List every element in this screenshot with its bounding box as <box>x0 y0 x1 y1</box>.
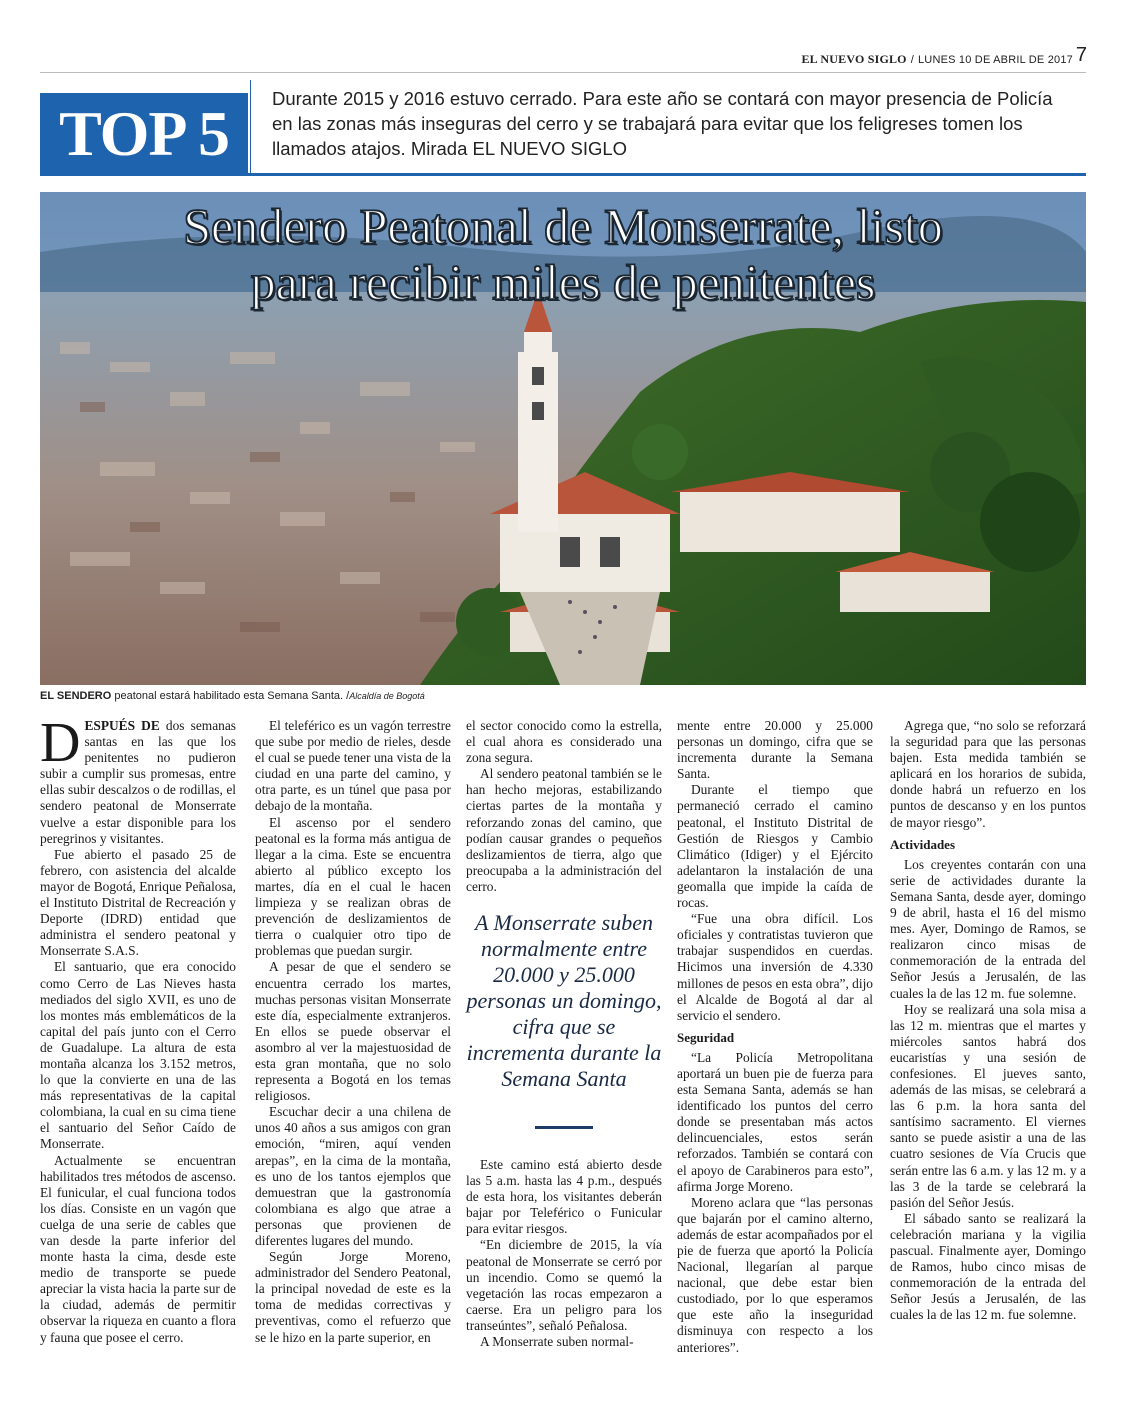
article-column-4 <box>677 718 873 1356</box>
article-paragraph: Al sendero peatonal también se le han hecho mejoras, estabilizando ciertas partes de la montaña y reforzando zonas del camino, que podían causar grandes o pequeños deslizamientos de tierra, algo que preocupaba a la administración del cerro. <box>466 766 662 894</box>
pull-quote-rule <box>535 1126 593 1129</box>
newspaper-name: EL NUEVO SIGLO <box>801 52 907 66</box>
article-paragraph: Según Jorge Moreno, administrador del Sendero Peatonal, la principal novedad de este es la toma de medidas correctivas y preventivas, como el refuerzo que se le hizo en la parte superior, en <box>255 1249 451 1345</box>
article-paragraph: Moreno aclara que “las personas que bajarán por el camino alterno, además de estar acompañados por el pie de fuerza que aportó la Policía Nacional, llegarían al parque nacional, que debe estar bien custodiado, por lo que esperamos que este año la inseguridad disminuya con respecto a los anteriores”. <box>677 1194 873 1355</box>
page-number: 7 <box>1075 44 1087 66</box>
masthead-separator: / <box>910 54 914 66</box>
article-paragraph: “La Policía Metropolitana aportará un buen pie de fuerza para esta Semana Santa, además se han identificado los puntos del cerro donde se presentaban más actos delincuenciales, estos serán reforzados. También se contará con el apoyo de Carabineros para esto”, afirma Jorge Moreno. <box>677 1049 873 1194</box>
article-paragraph: Fue abierto el pasado 25 de febrero, con asistencia del alcalde mayor de Bogotá, Enrique Peñalosa, el Instituto Distrital de Recreación y Deporte (IDRD) entidad que administra el sendero peatonal y Monserrate S.A.S. <box>40 846 236 959</box>
headline-line-2: para recibir miles de penitentes <box>250 254 876 310</box>
issue-date: LUNES 10 DE ABRIL DE 2017 <box>917 54 1073 66</box>
section-badge: TOP 5 <box>40 93 248 175</box>
caption-text: peatonal estará habilitado esta Semana Santa. / <box>111 690 350 702</box>
headline <box>40 198 1086 310</box>
article-paragraph: Los creyentes contarán con una serie de actividades durante la Semana Santa, desde ayer, domingo 9 de abril, hasta el 16 del mismo mes. Ayer, Domingo de Ramos, se realizaron cinco misas de conmemoración de la entrada del Señor Jesús a Jerusalén, de las cuales la de las 12 m. fue solemne. <box>890 856 1086 1001</box>
top-divider <box>40 72 1086 73</box>
article-paragraph: El sábado santo se realizará la celebración mariana y la vigilia pascual. Finalmente ayer, Domingo de Ramos, hubo cinco misas de conmemoración de la entrada del Señor Jesús a Jerusalén, de las cuales la de las 12 m. fue solemne. <box>890 1210 1086 1323</box>
section-divider-vertical <box>250 80 251 173</box>
subheading-seguridad: Seguridad <box>677 1029 735 1045</box>
teaser-text: Durante 2015 y 2016 estuvo cerrado. Para este año se contará con mayor presencia de Policía en las zonas más inseguras del cerro y se trabajará para evitar que los feligreses tomen los llamados atajos. Mirada EL NUEVO SIGLO <box>272 88 1053 159</box>
article-paragraph: Durante el tiempo que permaneció cerrado el camino peatonal, el Instituto Distrital de Gestión de Riesgos y Cambio Climático (Idiger) y el Ejército adelantaron la instalación de una geomalla que impide la caída de rocas. <box>677 782 873 911</box>
article-paragraph: El ascenso por el sendero peatonal es la forma más antigua de llegar a la cima. Este se encuentra abierto al público excepto los martes, día en el cual le hacen limpieza y se realizan obras de prevención de deslizamientos de tierra o cualquier otro tipo de problemas que puedan surgir. <box>255 814 451 959</box>
caption-lead: EL SENDERO <box>40 690 112 702</box>
photo-credit: Alcaldía de Bogotá <box>349 691 425 701</box>
article-paragraph: “Fue una obra difícil. Los oficiales y contratistas tuvieron que trabajar suspendidos en cuerdas. Hicimos una inversión de 4.330 millones de pesos en esta obra”, dijo el Alcalde de Bogotá al dar al servicio el sendero. <box>677 911 873 1023</box>
article-paragraph: Actualmente se encuentran habilitados tres métodos de ascenso. El funicular, el cual funciona todos los días. Consiste en un vagón que cuelga de una serie de cables que van desde la parte inferior del monte hasta la cima, desde este medio de transporte se puede apreciar la vista hacia la parte sur de la ciudad, además de permitir observar la riqueza en cuanto a flora y fauna que posee el cerro. <box>40 1152 236 1345</box>
article-paragraph: Agrega que, “no solo se reforzará la seguridad para que las personas bajen. Esta medida también se aplicará en los horarios de subida, donde habrá un refuerzo en los puntos de descanso y en los puntos de mayor riesgo”. <box>890 718 1086 830</box>
pull-quote: A Monserrate suben normalmente entre 20.000 y 25.000 personas un domingo, cifra que se incrementa durante la Semana Santa <box>466 910 662 1091</box>
article-paragraph: “En diciembre de 2015, la vía peatonal de Monserrate se cerró por un incendio. Como se quemó la vegetación las rocas empezaron a caerse. Era un peligro para los transeúntes”, señaló Peñalosa. <box>466 1237 662 1333</box>
article-column-3-top <box>466 718 662 895</box>
article-paragraph: el sector conocido como la estrella, el cual ahora es considerado una zona segura. <box>466 718 662 766</box>
article-paragraph: Escuchar decir a una chilena de unos 40 años a sus amigos con gran emoción, “miren, aquí venden arepas”, en la cima de la montaña, es uno de los tantos ejemplos que demuestran que la gastronomía colombiana es algo que atrae a personas que provienen de diferentes lugares del mundo. <box>255 1104 451 1248</box>
article-paragraph: Hoy se realizará una sola misa a las 12 m. mientras que el martes y miércoles santos habrá dos eucaristías y una sesión de confesiones. El jueves santo, además de las misas, se celebrará a las 6 p.m. la hora santa del santísimo sacramento. El viernes santo se puede asistir a una de las cuatro sesiones de Vía Crucis que serán entre las 6 a.m. y las 12 m. y a las 3 de la tarde se celebrará la pasión del Señor Jesús. <box>890 1001 1086 1210</box>
masthead <box>801 52 1073 67</box>
article-paragraph: El santuario, que era conocido como Cerro de Las Nieves hasta mediados del siglo XVII, es uno de los montes más emblemáticos de la capital del país junto con el Cerro de Guadalupe. La altura de esta montaña alcanza los 3.152 metros, lo que la convierte en una de las más representativas de la capital colombiana, la cual en su cima tiene el santuario del Señor Caído de Monserrate. <box>40 959 236 1152</box>
article-column-2 <box>255 718 451 1346</box>
article-paragraph: Este camino está abierto desde las 5 a.m. hasta las 4 p.m., después de esta hora, los visitantes deberán bajar por Teleférico o Funicular para evitar riesgos. <box>466 1157 662 1237</box>
headline-line-1: Sendero Peatonal de Monserrate, listo <box>183 198 943 254</box>
subheading-actividades: Actividades <box>890 836 955 852</box>
drop-cap: D <box>40 712 81 774</box>
article-paragraph: A pesar de que el sendero se encuentra cerrado los martes, muchas personas visitan Monserrate este día, especialmente extranjeros. En ellos se puede observar el asombro al ver la majestuosidad de esta gran montaña, que no solo representa a Bogotá en los temas religiosos. <box>255 959 451 1104</box>
article-column-3-bottom <box>466 1157 662 1350</box>
article-paragraph: A Monserrate suben normal- <box>480 1334 634 1350</box>
section-divider <box>40 173 1086 176</box>
article-column-5 <box>890 718 1086 1323</box>
article-paragraph: El teleférico es un vagón terrestre que sube por medio de rieles, desde el cual se puede tener una vista de la ciudad en una parte del camino, y otra parte, es un túnel que pasa por debajo de la montaña. <box>255 718 451 814</box>
paragraph-text: dos semanas santas en las que los penitentes no pudieron subir a cumplir sus promesas, entre ellas subir descalzos o de rodillas, el sendero peatonal de Monserrate vuelve a estar disponible para los peregrinos y visitantes. <box>40 718 236 846</box>
photo-caption <box>40 690 425 702</box>
article-column-1 <box>40 712 236 1346</box>
article-paragraph <box>40 712 236 847</box>
lead-words: ESPUÉS DE <box>84 718 160 733</box>
article-paragraph: mente entre 20.000 y 25.000 personas un domingo, cifra que se incrementa durante la Semana Santa. <box>677 718 873 782</box>
